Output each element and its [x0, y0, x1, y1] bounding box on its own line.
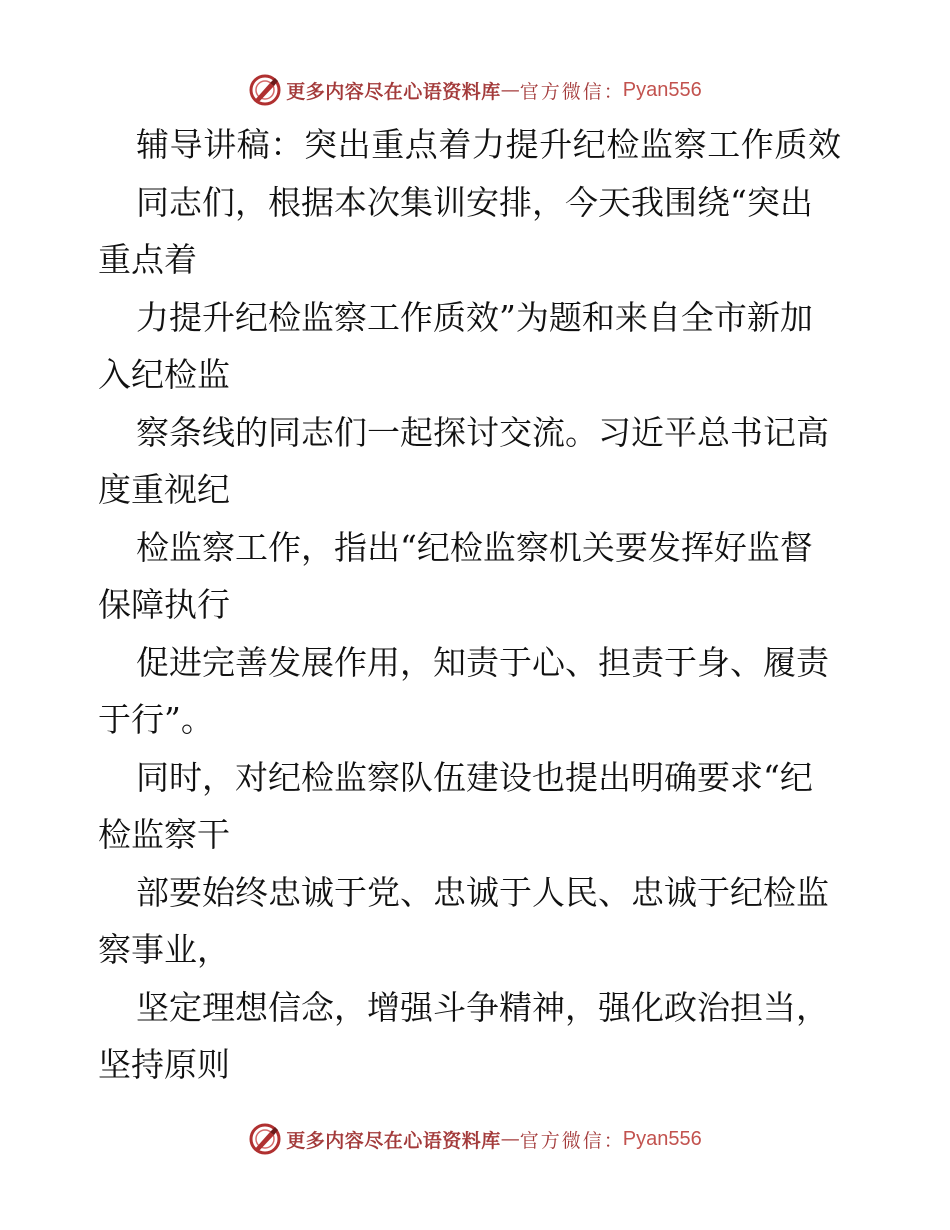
- text-line: 坚定理想信念，增强斗争精神，强化政治担当，: [136, 987, 829, 1027]
- banner-wechat-id: Pyan556: [622, 78, 702, 101]
- text-line: 察事业，: [98, 930, 230, 969]
- footer-watermark-banner: [0, 1119, 950, 1159]
- red-pen-circle-logo-icon: [248, 1122, 282, 1156]
- text-line: 保障执行: [98, 585, 230, 624]
- text-line: 促进完善发展作用，知责于心、担责于身、履责: [136, 642, 829, 682]
- text-line: 力提升纪检监察工作质效”为题和来自全市新加: [136, 297, 813, 337]
- text-line: 检监察工作，指出“纪检监察机关要发挥好监督: [136, 527, 813, 567]
- text-line: 度重视纪: [98, 470, 230, 509]
- banner-main-text: 更多内容尽在心语资料库: [286, 1129, 501, 1152]
- banner-official-label: 官方微信: [519, 80, 604, 103]
- text-line: 坚持原则: [98, 1045, 230, 1084]
- banner-main-text: 更多内容尽在心语资料库: [286, 80, 501, 103]
- text-line: 察条线的同志们一起探讨交流。习近平总书记高: [136, 412, 829, 452]
- banner-dash: —: [500, 1128, 520, 1150]
- document-body: [98, 116, 858, 1094]
- header-watermark-banner: [0, 70, 950, 110]
- text-line: 部要始终忠诚于党、忠诚于人民、忠诚于纪检监: [136, 872, 829, 912]
- text-line: 同志们，根据本次集训安排，今天我围绕“突出: [136, 182, 813, 222]
- document-title: 辅导讲稿：突出重点着力提升纪检监察工作质效: [136, 125, 842, 164]
- banner-separator: ：: [603, 1129, 623, 1152]
- banner-separator: ：: [603, 80, 623, 103]
- banner-dash: —: [500, 79, 520, 101]
- text-line: 检监察干: [98, 815, 230, 854]
- text-line: 入纪检监: [98, 355, 230, 394]
- text-line: 重点着: [98, 240, 197, 279]
- text-line: 同时，对纪检监察队伍建设也提出明确要求“纪: [136, 757, 813, 797]
- red-pen-circle-logo-icon: [248, 73, 282, 107]
- text-line: 于行”。: [98, 700, 214, 739]
- banner-official-label: 官方微信: [519, 1129, 604, 1152]
- banner-wechat-id: Pyan556: [622, 1127, 702, 1150]
